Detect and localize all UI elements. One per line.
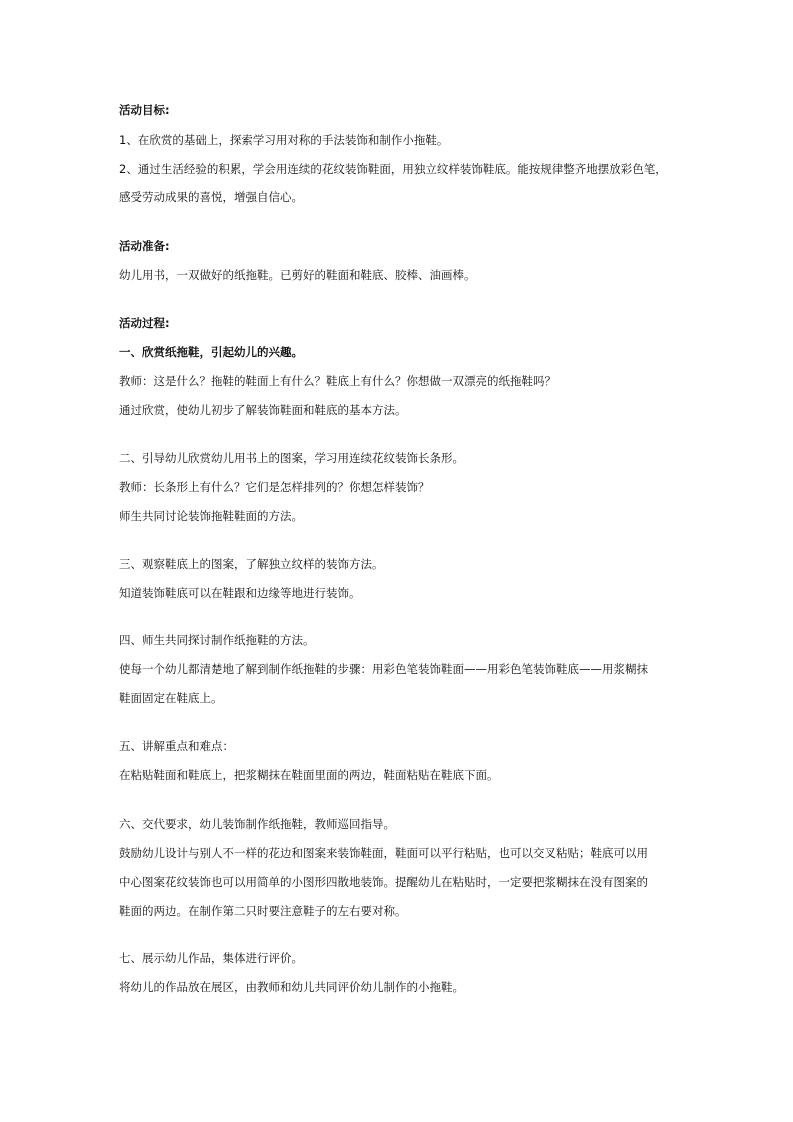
step-1-line-2: 通过欣赏，使幼儿初步了解装饰鞋面和鞋底的基本方法。 bbox=[119, 403, 407, 417]
prep-text: 幼儿用书，一双做好的纸拖鞋。已剪好的鞋面和鞋底、胶棒、油画棒。 bbox=[119, 268, 476, 282]
goals-heading: 活动目标: bbox=[119, 103, 170, 117]
step-3-line-1: 知道装饰鞋底可以在鞋跟和边缘等地进行装饰。 bbox=[119, 586, 361, 600]
step-3-title: 三、观察鞋底上的图案，了解独立纹样的装饰方法。 bbox=[119, 557, 384, 571]
goal-item-2: 2、通过生活经验的积累，学会用连续的花纹装饰鞋面，用独立纹样装饰鞋底。能按规律整齐地摆放彩色笔， bbox=[119, 162, 667, 176]
step-2-line-1: 教师：长条形上有什么？它们是怎样排列的？你想怎样装饰？ bbox=[119, 480, 430, 494]
step-6-line-3: 鞋面的两边。在制作第二只时要注意鞋子的左右要对称。 bbox=[119, 904, 407, 918]
step-1-title: 一、欣赏纸拖鞋，引起幼儿的兴趣。 bbox=[119, 345, 303, 359]
step-2-title: 二、引导幼儿欣赏幼儿用书上的图案，学习用连续花纹装饰长条形。 bbox=[119, 451, 464, 465]
step-7-line-1: 将幼儿的作品放在展区，由教师和幼儿共同评价幼儿制作的小拖鞋。 bbox=[119, 980, 464, 994]
step-6-line-2: 中心图案花纹装饰也可以用简单的小图形四散地装饰。提醒幼儿在粘贴时，一定要把浆糊抹在没有图案的 bbox=[119, 875, 648, 889]
step-4-line-2: 鞋面固定在鞋底上。 bbox=[119, 691, 223, 705]
step-1-line-1: 教师：这是什么？拖鞋的鞋面上有什么？鞋底上有什么？你想做一双漂亮的纸拖鞋吗？ bbox=[119, 374, 556, 388]
prep-heading: 活动准备: bbox=[119, 239, 170, 253]
process-heading: 活动过程: bbox=[119, 316, 170, 330]
step-5-line-1: 在粘贴鞋面和鞋底上，把浆糊抹在鞋面里面的两边，鞋面粘贴在鞋底下面。 bbox=[119, 768, 499, 782]
step-7-title: 七、展示幼儿作品，集体进行评价。 bbox=[119, 951, 303, 965]
goal-item-2-continued: 感受劳动成果的喜悦，增强自信心。 bbox=[119, 190, 303, 204]
step-5-title: 五、讲解重点和难点： bbox=[119, 739, 234, 753]
step-4-line-1: 使每一个幼儿都清楚地了解到制作纸拖鞋的步骤：用彩色笔装饰鞋面——用彩色笔装饰鞋底——用浆糊抹 bbox=[119, 662, 648, 676]
step-2-line-2: 师生共同讨论装饰拖鞋鞋面的方法。 bbox=[119, 509, 303, 523]
step-6-title: 六、交代要求，幼儿装饰制作纸拖鞋，教师巡回指导。 bbox=[119, 817, 395, 831]
step-6-line-1: 鼓励幼儿设计与别人不一样的花边和图案来装饰鞋面，鞋面可以平行粘贴，也可以交叉粘贴；鞋底可以用 bbox=[119, 846, 648, 860]
step-4-title: 四、师生共同探讨制作纸拖鞋的方法。 bbox=[119, 633, 315, 647]
goal-item-1: 1、在欣赏的基础上，探索学习用对称的手法装饰和制作小拖鞋。 bbox=[119, 133, 449, 147]
